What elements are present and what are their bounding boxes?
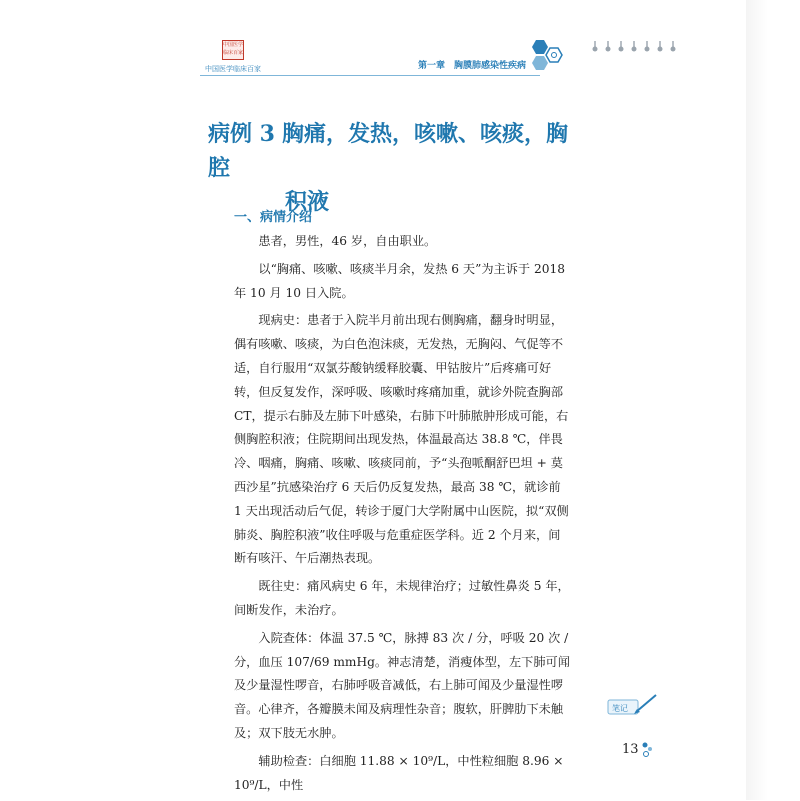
case-title-line2: 积液 [285, 189, 330, 215]
paragraph-present-illness: 现病史：患者于入院半月前出现右侧胸痛，翻身时明显，偶有咳嗽、咳痰，为白色泡沫痰，无发热，无胸闷、气促等不适，自行服用“双氯芬酸钠缓释胶囊、甲钴胺片”后疼痛可好转，但反复发作，深呼吸、咳嗽时疼痛加重，就诊外院查胸部 CT，提示右肺及左肺下叶感染，右肺下叶肺脓肿形成可能，右侧胸腔积液；住院期间出现发热，体温最高达 38.8 ℃，伴畏冷、咽痛，胸痛、咳嗽、咳痰同前，予“头孢哌酮舒巴坦 + 莫西沙星”抗感染治疗 6 天后仍反复发热，最高 38 ℃，就诊前 1 天出现活动后气促，转诊于厦门大学附属中山医院，拟“双侧肺炎、胸腔积液”收住呼吸与危重症医学科。近 2 个月来，间断有咳汗、午后潮热表现。 [234, 313, 569, 566]
pen-label: 笔记 [612, 704, 628, 713]
hexagon-decoration-icon [526, 38, 566, 74]
publisher-logo [222, 40, 244, 60]
paragraph-chief-complaint: 以“胸痛、咳嗽、咳痰半月余，发热 6 天”为主诉于 2018 年 10 月 10 日入院。 [234, 261, 565, 300]
notes-pen-icon [606, 692, 660, 718]
page-number: 13 [622, 742, 639, 757]
page-edge [746, 0, 800, 800]
section-heading: 一、病情介绍 [234, 210, 313, 225]
chapter-title: 第一章 胸膜肺感染性疾病 [418, 61, 527, 71]
paragraph-auxiliary-exam: 辅助检查：白细胞 11.88 × 10⁹/L，中性粒细胞 8.96 × 10⁹/L，中性 [234, 753, 564, 792]
case-title-line1: 胸痛，发热，咳嗽、咳痰，胸腔 [208, 121, 569, 181]
page-dots-decoration-icon [641, 740, 655, 760]
case-title [208, 117, 568, 219]
paragraph-physical-exam: 入院查体：体温 37.5 ℃，脉搏 83 次 / 分，呼吸 20 次 / 分，血压 107/69 mmHg。神志清楚，消瘦体型，左下肺可闻及少量湿性啰音，右肺呼吸音减低，右上肺可闻及少量湿性啰音。心律齐，各瓣膜未闻及病理性杂音；腹软，肝脾肋下未触及；双下肢无水肿。 [234, 630, 570, 740]
pin-row-decoration-icon [590, 40, 690, 54]
body-text [234, 230, 570, 801]
header-rule [200, 75, 540, 76]
paragraph-patient: 患者，男性，46 岁，自由职业。 [258, 234, 437, 248]
series-name: 中国医学临床百家 [205, 65, 261, 73]
case-number: 病例 3 [208, 121, 275, 147]
paragraph-past-history: 既往史：痛风病史 6 年，未规律治疗；过敏性鼻炎 5 年，间断发作，未治疗。 [234, 579, 570, 617]
logo-text: 中国医学临床百家 [223, 42, 244, 56]
